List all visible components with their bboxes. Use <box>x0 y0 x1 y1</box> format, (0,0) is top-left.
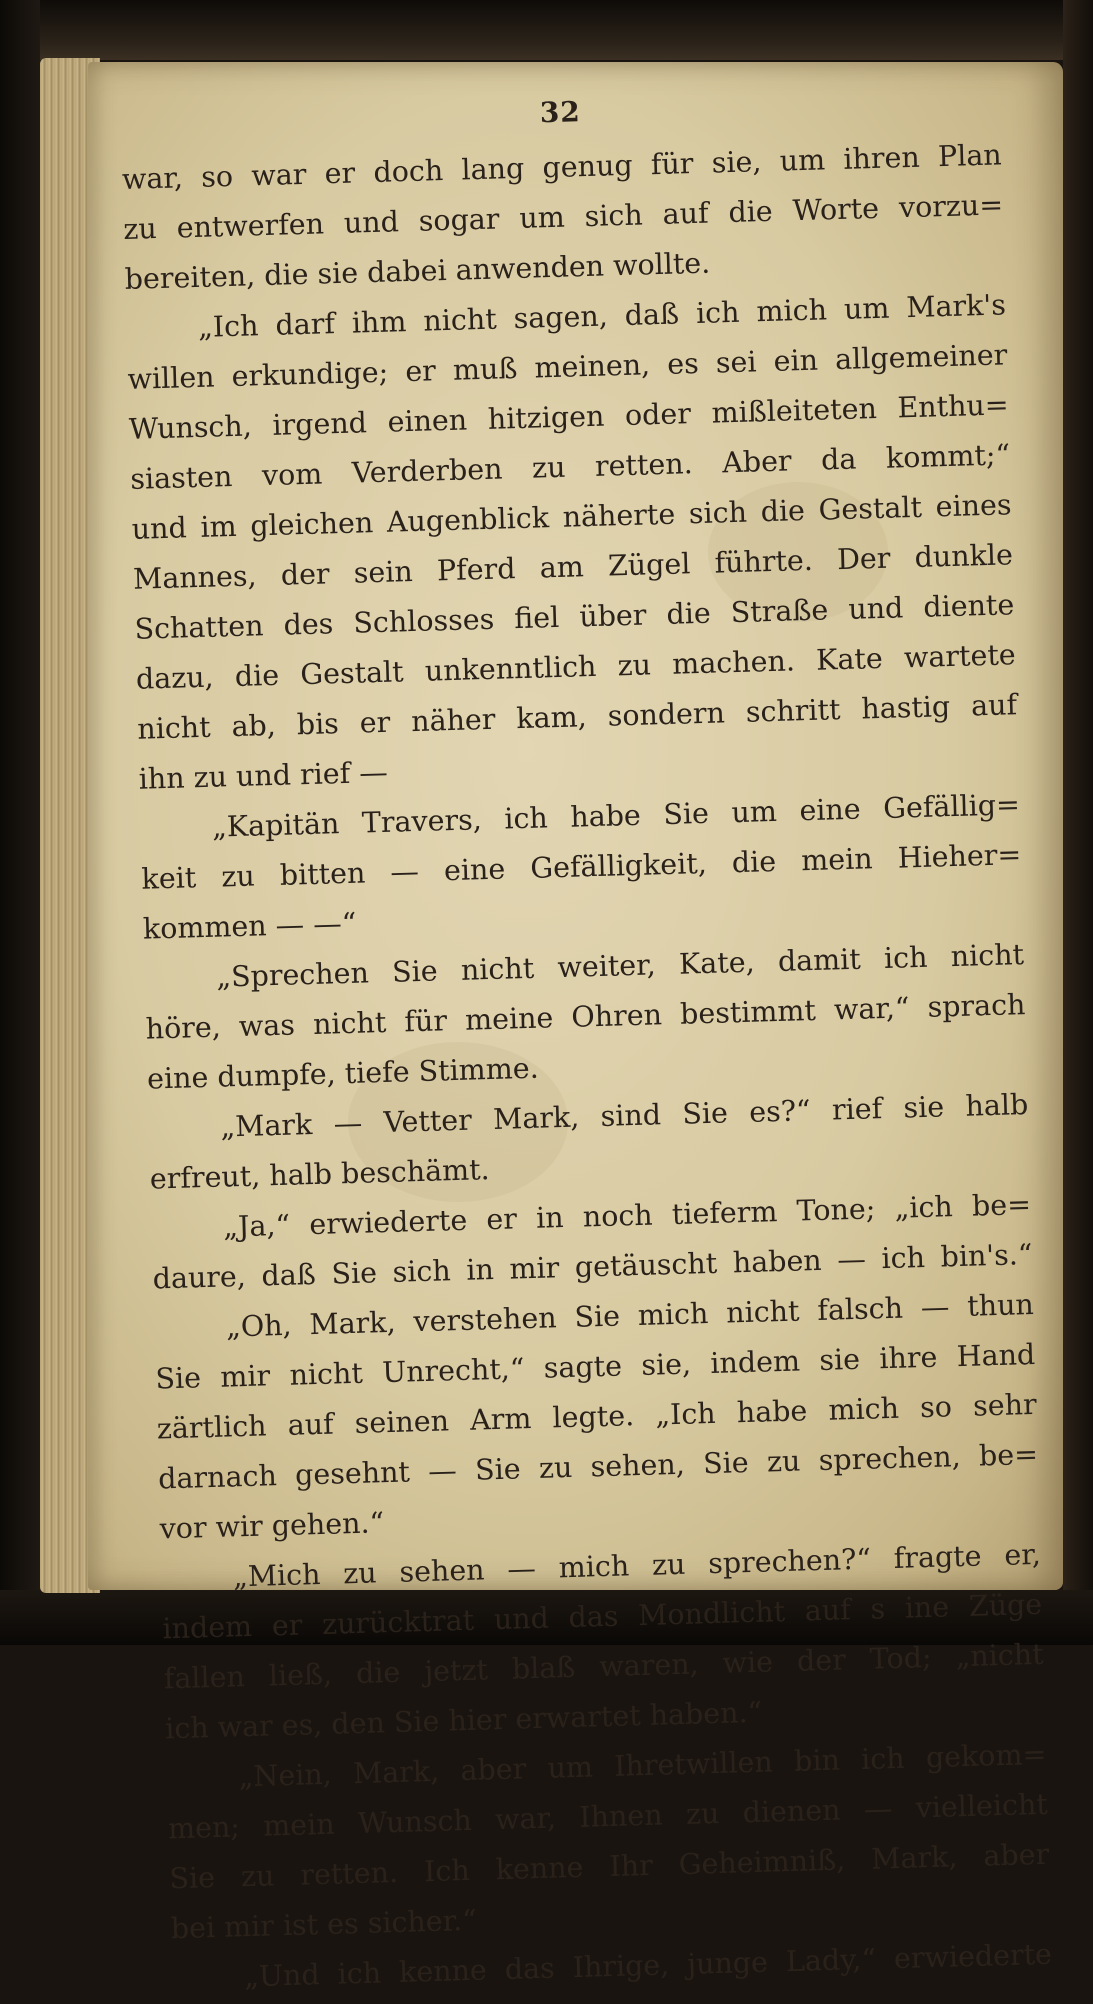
text-line: zärtlich auf seinen Arm legte. „Ich habe mich so sehr <box>156 1387 1038 1446</box>
text-line: darnach gesehnt — Sie zu sehen, Sie zu sprechen, be= <box>157 1437 1039 1496</box>
text-line: erfreut, halb beschämt. <box>149 1153 491 1196</box>
text-line: war, so war er doch lang genug für sie, um ihren Plan <box>121 138 1003 196</box>
text-line: siasten vom Verderben zu retten. Aber da kommt;“ <box>129 438 1011 496</box>
text-line: willen erkundige; er muß meinen, es sei ein allgemeiner <box>127 338 1008 396</box>
text-line: Sie zu retten. Ich kenne Ihr Geheimniß, Mark, aber <box>169 1837 1050 1896</box>
text-line: eine dumpfe, tiefe Stimme. <box>146 1051 540 1096</box>
book-cover-right <box>1063 0 1093 1645</box>
text-line: höre, was nicht für meine Ohren bestimmt war,“ sprach <box>145 988 1026 1046</box>
book-cover-top <box>0 0 1093 60</box>
text-line: kommen — —“ <box>142 906 357 946</box>
text-line: „Und ich kenne das Ihrige, junge Lady,“ erwiederte <box>243 1937 1053 1994</box>
text-line: vor wir gehen.“ <box>159 1506 385 1546</box>
text-line: „Mich zu sehen — mich zu sprechen?“ fragte er, <box>232 1537 1042 1594</box>
text-line: „Oh, Mark, verstehen Sie mich nicht falsch — thun <box>225 1287 1035 1344</box>
text-line: „Ich darf ihm nicht sagen, daß ich mich um Mark's <box>197 288 1007 344</box>
text-line: men; mein Wunsch war, Ihnen zu dienen — vielleicht <box>167 1787 1049 1846</box>
text-line: fallen ließ, die jetzt blaß waren, wie der Tod; „nicht <box>163 1637 1044 1696</box>
text-line: Sie mir nicht Unrecht,“ sagte sie, indem sie ihre Hand <box>155 1337 1036 1396</box>
text-line: und im gleichen Augenblick näherte sich die Gestalt eines <box>131 488 1012 546</box>
text-line: ihn zu und rief — <box>138 755 389 796</box>
page-number: 32 <box>539 95 582 130</box>
text-line: „Nein, Mark, aber um Ihretwillen bin ich gekom= <box>238 1737 1047 1794</box>
text-line: ich war es, den Sie hier erwartet haben.“ <box>164 1695 763 1746</box>
book-cover-left <box>0 0 40 1645</box>
page-text <box>120 83 1053 2004</box>
text-line: Schatten des Schlosses fiel über die Straße und diente <box>134 588 1015 646</box>
text-line: nicht ab, bis er näher kam, sondern schritt hastig auf <box>136 688 1018 746</box>
text-line: „Mark — Vetter Mark, sind Sie es?“ rief sie halb <box>220 1088 1029 1144</box>
text-line: bereiten, die sie dabei anwenden wollte. <box>124 246 711 296</box>
text-line: „Kapitän Travers, ich habe Sie um eine Gefällig= <box>211 788 1021 844</box>
text-line: daure, daß Sie sich in mir getäuscht haben — ich bin's.“ <box>152 1237 1033 1296</box>
text-line: zu entwerfen und sogar um sich auf die Worte vorzu= <box>122 188 1004 246</box>
text-line: indem er zurücktrat und das Mondlicht auf s ine Züge <box>162 1587 1043 1646</box>
text-line: Mannes, der sein Pferd am Zügel führte. Der dunkle <box>132 538 1014 596</box>
text-line: keit zu bitten — eine Gefälligkeit, die mein Hieher= <box>141 838 1022 896</box>
text-line: Wunsch, irgend einen hitzigen oder mißleiteten Enthu= <box>128 388 1010 446</box>
text-line: „Sprechen Sie nicht weiter, Kate, damit ich nicht <box>215 938 1025 994</box>
text-line: „Ja,“ erwiederte er in noch tieferm Tone; „ich be= <box>222 1187 1032 1244</box>
text-line: bei mir ist es sicher.“ <box>170 1903 478 1946</box>
text-line: dazu, die Gestalt unkenntlich zu machen. Kate wartete <box>135 638 1017 696</box>
